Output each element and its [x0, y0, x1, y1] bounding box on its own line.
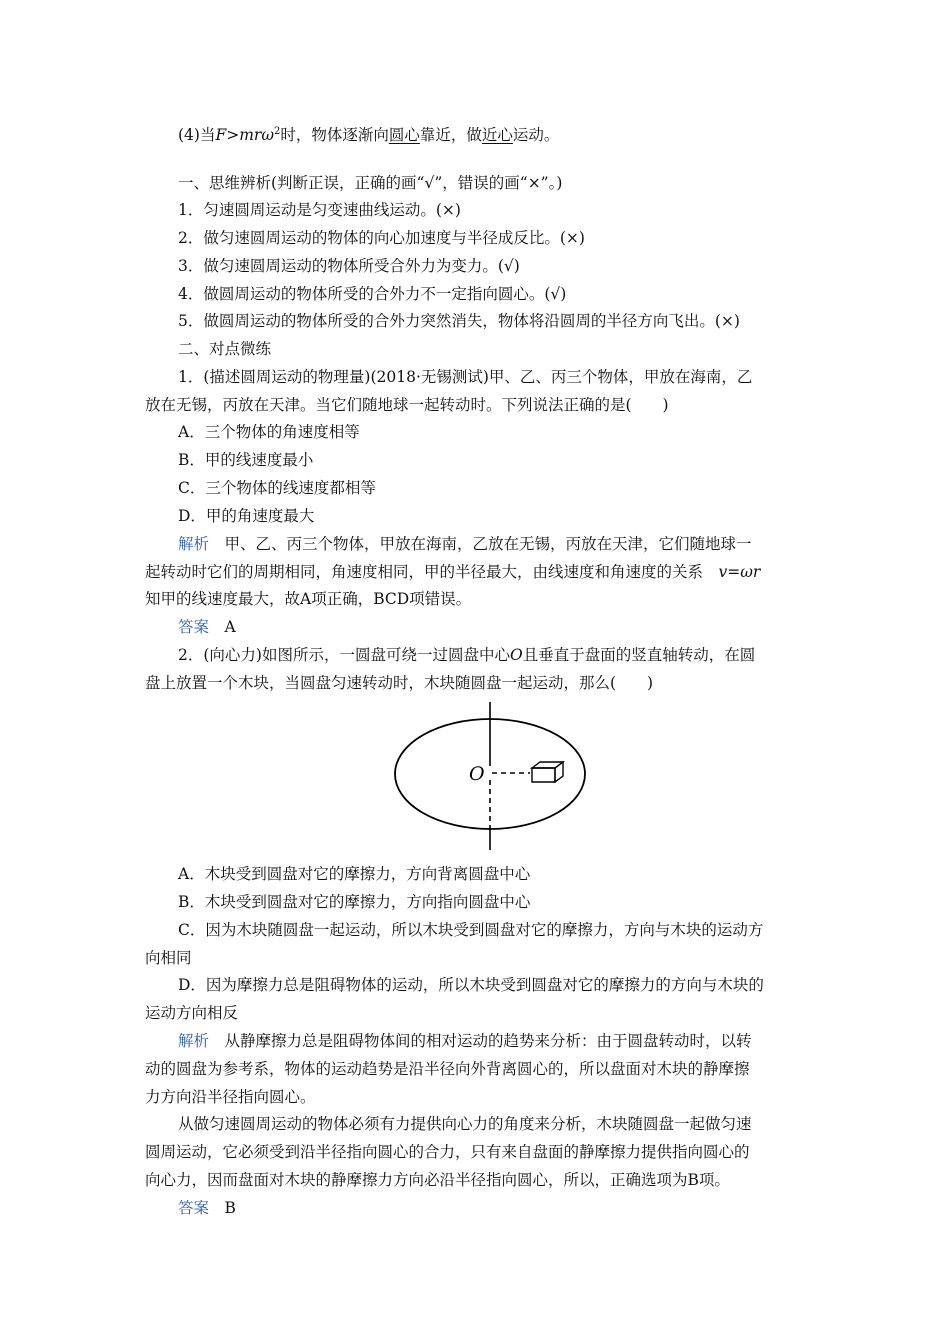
wooden-block — [532, 762, 563, 782]
q2-answer-value: B — [224, 1199, 236, 1217]
q2-analysis-text-1: 从静摩擦力总是阻碍物体间的相对运动的趋势来分析：由于圆盘转动时，以转 — [224, 1032, 752, 1050]
intro-line — [178, 121, 559, 146]
q2-analysis-line-3: 力方向沿半径指向圆心。 — [145, 1088, 316, 1106]
section1-title: 一、思维辨析(判断正误，正确的画“√”，错误的画“×”。) — [178, 174, 563, 192]
q1-option-c: C．三个物体的线速度都相等 — [178, 479, 376, 497]
intro-formula-sup: 2 — [273, 126, 281, 137]
judge-item-2: 2．做匀速圆周运动的物体的向心加速度与半径成反比。(×) — [178, 229, 585, 247]
q1-analysis-label: 解析 — [178, 535, 210, 553]
intro-text: 时，物体逐渐向 — [280, 126, 389, 144]
q1-option-b: B．甲的线速度最小 — [178, 451, 314, 469]
q2-stem-text-1: 2．(向心力)如图所示，一圆盘可绕一过圆盘中心 — [178, 646, 510, 664]
judge-item-3: 3．做匀速圆周运动的物体所受合外力为变力。(√) — [178, 257, 520, 275]
q2-analysis-line-5: 圆周运动，它必须受到沿半径指向圆心的合力，只有来自盘面的静摩擦力提供指向圆心的 — [145, 1143, 750, 1161]
q2-answer-label: 答案 — [178, 1199, 210, 1217]
q2-option-b: B．木块受到圆盘对它的摩擦力，方向指向圆盘中心 — [178, 893, 531, 911]
rotating-disk-figure — [380, 700, 620, 850]
judge-item-4: 4．做圆周运动的物体所受的合外力不一定指向圆心。(√) — [178, 285, 567, 303]
section2-title: 二、对点微练 — [178, 340, 272, 358]
q1-analysis-text-2: 起转动时它们的周期相同，角速度相同，甲的半径最大，由线速度和角速度的关系 — [145, 563, 704, 581]
q2-analysis-line-6: 向心力，因而盘面对木块的静摩擦力方向必沿半径指向圆心，所以，正确选项为B项。 — [145, 1171, 730, 1189]
judge-item-1: 1．匀速圆周运动是匀变速曲线运动。(×) — [178, 201, 461, 219]
judge-item-5: 5．做圆周运动的物体所受的合外力突然消失，物体将沿圆周的半径方向飞出。(×) — [178, 312, 740, 330]
q1-analysis-line-2 — [145, 561, 760, 583]
q1-answer-line — [178, 616, 236, 638]
q2-stem-o: O — [509, 646, 523, 664]
q2-answer-line — [178, 1197, 236, 1219]
q2-stem-line-2: 盘上放置一个木块，当圆盘匀速转动时，木块随圆盘一起运动，那么( ) — [145, 674, 654, 692]
q2-option-c-line-2: 向相同 — [145, 949, 192, 967]
q2-analysis-line-4: 从做匀速圆周运动的物体必须有力提供向心力的角度来分析，木块随圆盘一起做匀速 — [178, 1115, 752, 1133]
intro-text-end: 运动。 — [512, 126, 560, 144]
q2-option-c-line-1: C．因为木块随圆盘一起运动，所以木块受到圆盘对它的摩擦力，方向与木块的运动方 — [178, 921, 764, 939]
q1-analysis-formula: v=ωr — [718, 563, 761, 581]
q2-option-a: A．木块受到圆盘对它的摩擦力，方向背离圆盘中心 — [178, 865, 531, 883]
q1-analysis-line-1 — [178, 533, 752, 555]
intro-formula: F>mrω — [215, 126, 274, 144]
q1-stem-line-1: 1．(描述圆周运动的物理量)(2018·无锡测试)甲、乙、丙三个物体，甲放在海南，乙 — [178, 368, 753, 386]
q1-analysis-text-1: 甲、乙、丙三个物体，甲放在海南，乙放在无锡，丙放在天津，它们随地球一 — [224, 535, 752, 553]
q2-analysis-line-2: 动的圆盘为参考系，物体的运动趋势是沿半径向外背离圆心的，所以盘面对木块的静摩擦 — [145, 1060, 750, 1078]
q1-answer-label: 答案 — [178, 618, 210, 636]
q1-analysis-line-3: 知甲的线速度最大，故A项正确，BCD项错误。 — [145, 590, 472, 608]
intro-underline-2: 近心 — [481, 126, 513, 144]
intro-text-2: 靠近，做 — [419, 126, 482, 144]
q1-option-a: A．三个物体的角速度相等 — [178, 423, 360, 441]
q2-analysis-line-1 — [178, 1030, 752, 1052]
q2-option-d-line-1: D．因为摩擦力总是阻碍物体的运动，所以木块受到圆盘对它的摩擦力的方向与木块的 — [178, 976, 764, 994]
q2-option-d-line-2: 运动方向相反 — [145, 1004, 239, 1022]
q1-answer-value: A — [224, 618, 236, 636]
center-label-o: O — [469, 763, 485, 785]
intro-underline-1: 圆心 — [388, 126, 420, 144]
q2-stem-line-1 — [178, 644, 755, 666]
q2-stem-text-1b: 且垂直于盘面的竖直轴转动，在圆 — [522, 646, 756, 664]
intro-prefix: (4)当 — [178, 126, 216, 144]
q2-analysis-label: 解析 — [178, 1032, 210, 1050]
q1-option-d: D．甲的角速度最大 — [178, 507, 315, 525]
q1-stem-line-2: 放在无锡，丙放在天津。当它们随地球一起转动时。下列说法正确的是( ) — [145, 396, 669, 414]
